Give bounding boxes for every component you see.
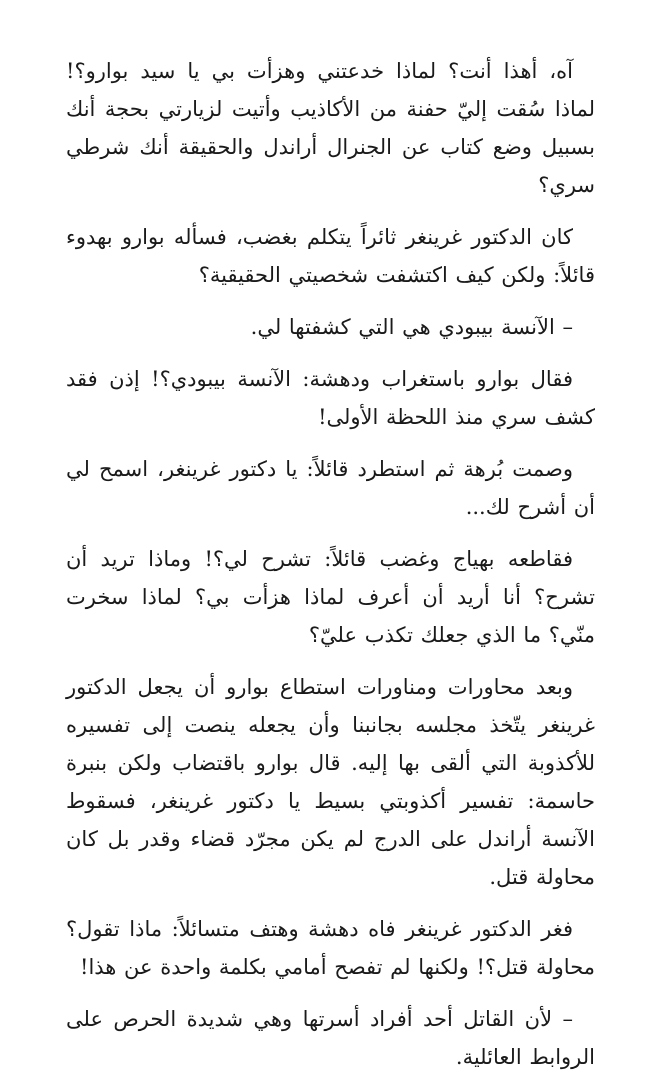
paragraph-5: وصمت بُرهة ثم استطرد قائلاً: يا دكتور غرينغر، اسمح لي أن أشرح لك... <box>66 457 595 519</box>
paragraph-4: فقال بوارو باستغراب ودهشة: الآنسة بيبودي؟! إذن فقد كشف سري منذ اللحظة الأولى! <box>66 367 595 429</box>
paragraph-9: – لأن القاتل أحد أفراد أسرتها وهي شديدة الحرص على الروابط العائلية. <box>66 1007 595 1069</box>
paragraph-1: آه، أهذا أنت؟ لماذا خدعتني وهزأت بي يا سيد بوارو؟! لماذا سُقت إليّ حفنة من الأكاذيب وأتيت لزيارتي بحجة أنك بسبيل وضع كتاب عن الجنرال أراندل والحقيقة أنك شرطي سري؟ <box>66 59 595 197</box>
paragraph-2: كان الدكتور غرينغر ثائراً يتكلم بغضب، فسأله بوارو بهدوء قائلاً: ولكن كيف اكتشفت شخصيتي الحقيقية؟ <box>66 225 595 287</box>
paragraph-7: وبعد محاورات ومناورات استطاع بوارو أن يجعل الدكتور غرينغر يتّخذ مجلسه بجانبنا وأن يجعله ينصت إلى تفسيره للأكذوبة التي ألقى بها إليه. قال بوارو باقتضاب ولكن بنبرة حاسمة: تفسير أكذوبتي بسيط يا دكتور غرينغر، فسقوط الآنسة أراندل على الدرج لم يكن مجرّد قضاء وقدر بل كان محاولة قتل. <box>66 675 595 889</box>
paragraph-8: فغر الدكتور غرينغر فاه دهشة وهتف متسائلاً: ماذا تقول؟ محاولة قتل؟! ولكنها لم تفصح أمامي بكلمة واحدة عن هذا! <box>66 917 595 979</box>
paragraph-6: فقاطعه بهياج وغضب قائلاً: تشرح لي؟! وماذا تريد أن تشرح؟ أنا أريد أن أعرف لماذا هزأت بي؟ لماذا سخرت منّي؟ ما الذي جعلك تكذب عليّ؟ <box>66 547 595 647</box>
paragraph-3: – الآنسة بيبودي هي التي كشفتها لي. <box>250 315 573 339</box>
